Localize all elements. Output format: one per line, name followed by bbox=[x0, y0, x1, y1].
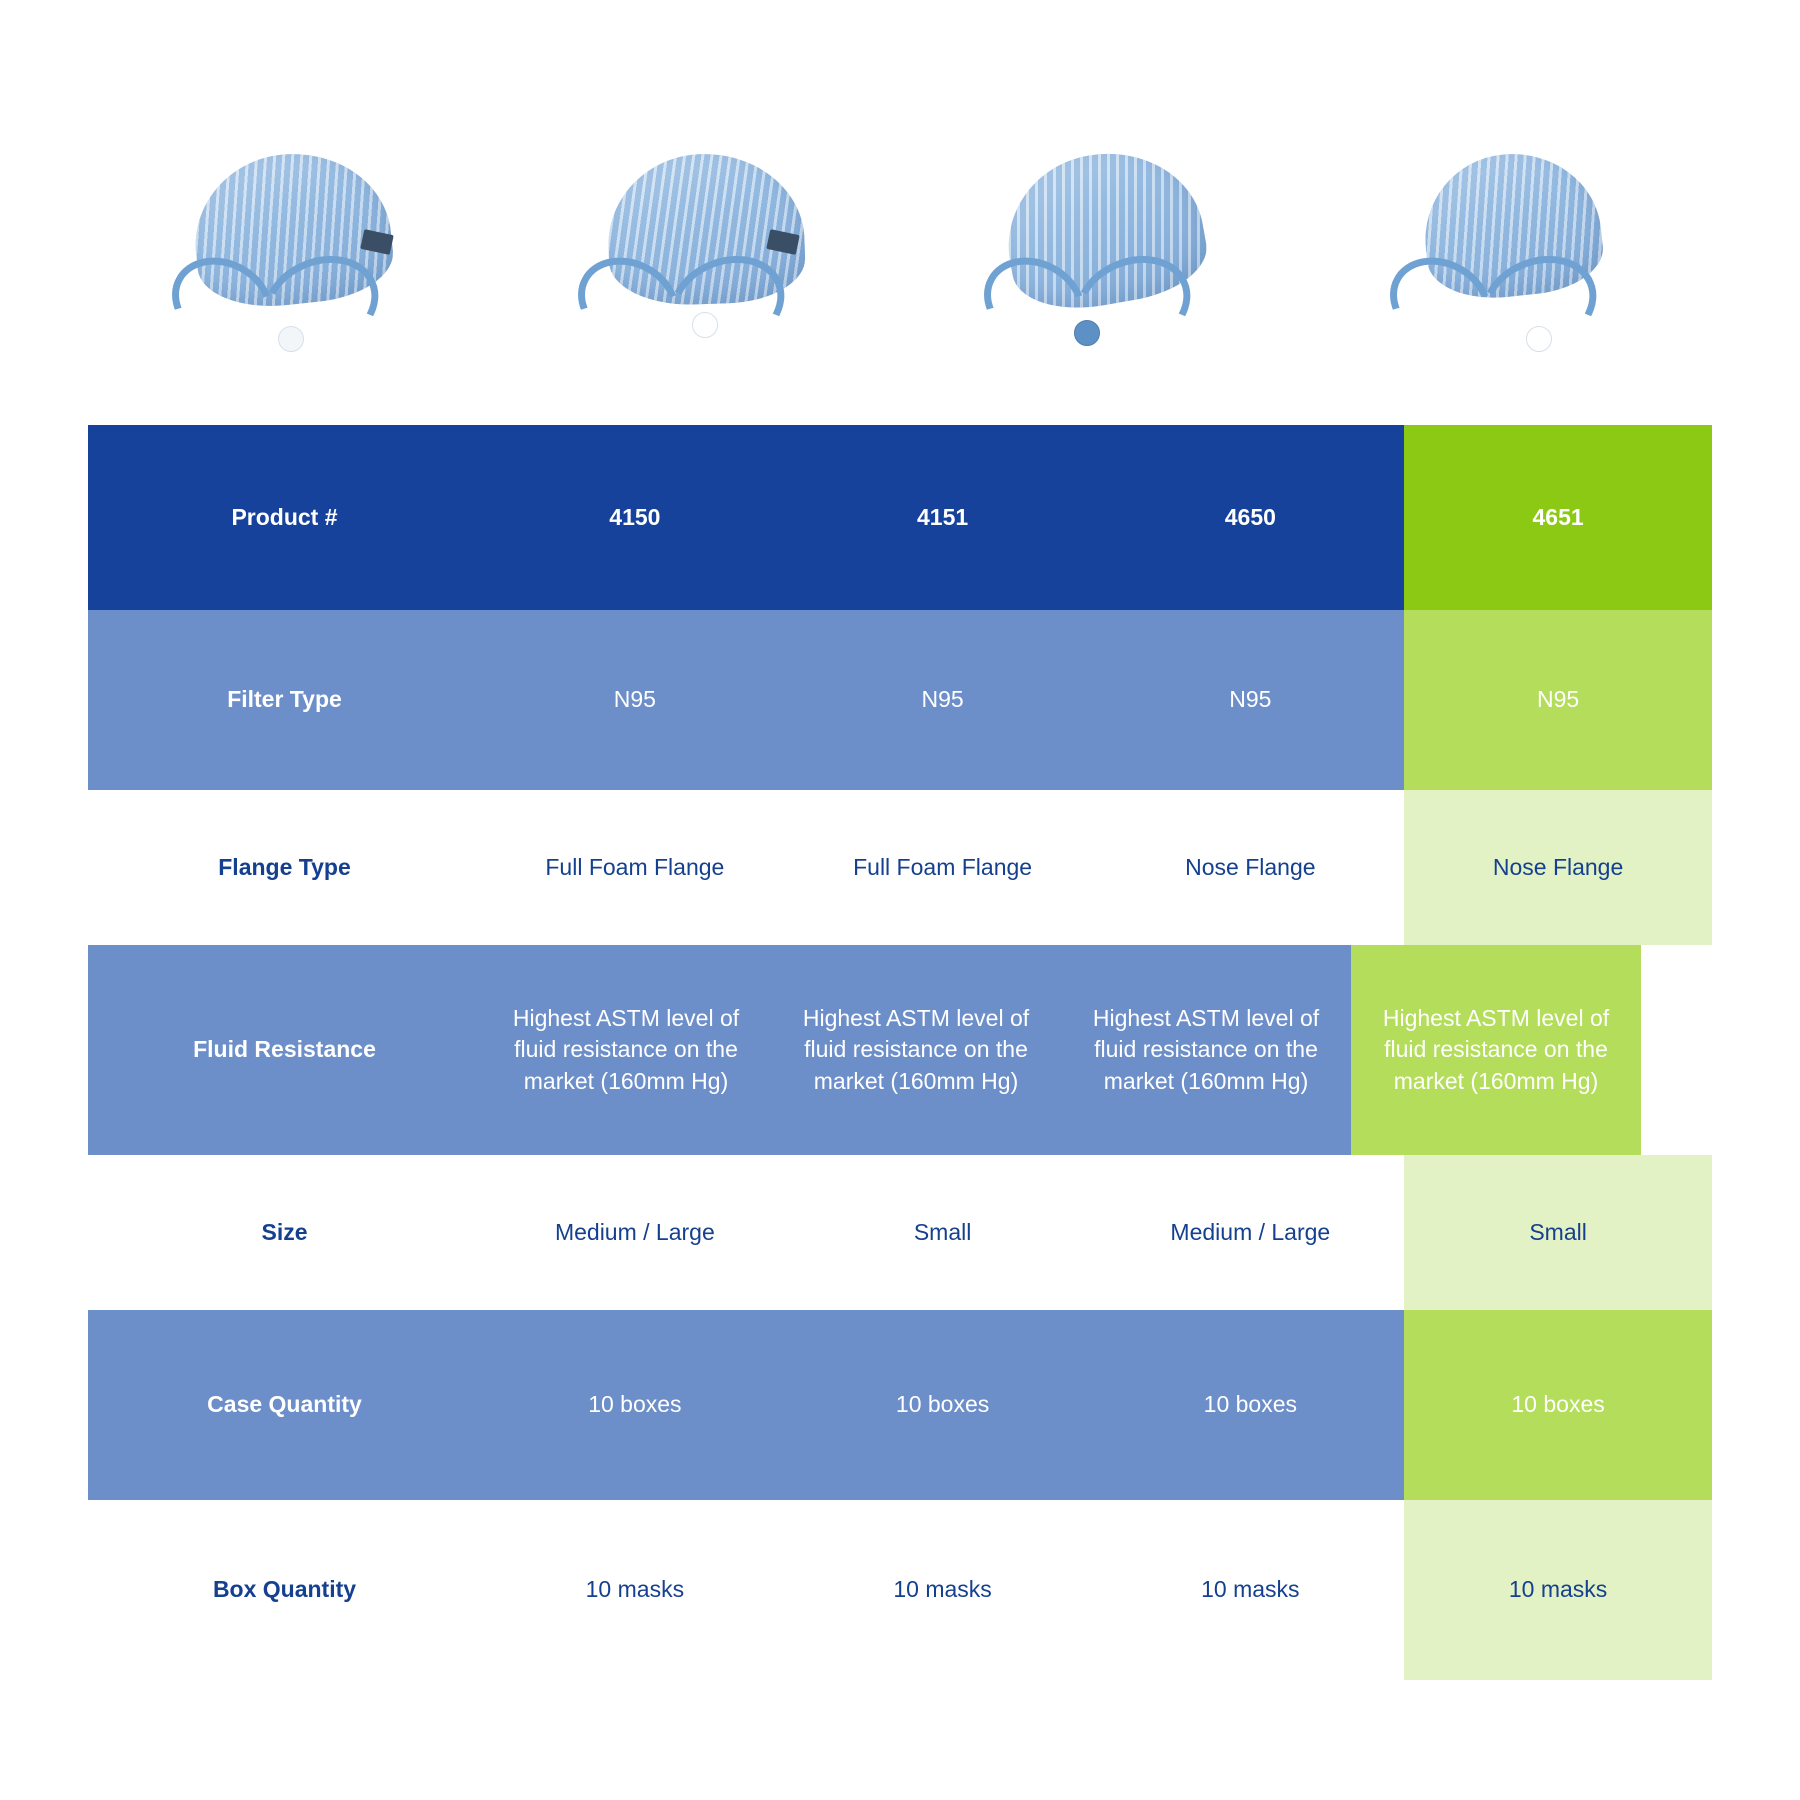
strap-bead-icon bbox=[692, 312, 718, 338]
cell-fluid-resistance-1: Highest ASTM level of fluid resistance on the market (160mm Hg) bbox=[481, 945, 771, 1155]
respirator-mask-icon bbox=[1384, 140, 1634, 380]
cell-case-quantity-4: 10 boxes bbox=[1404, 1310, 1712, 1500]
table-row-filter-type bbox=[88, 610, 1712, 790]
product-image-strip bbox=[88, 110, 1712, 410]
cell-box-quantity-4: 10 masks bbox=[1404, 1500, 1712, 1680]
product-image-4650 bbox=[900, 110, 1306, 410]
strap-bead-icon bbox=[278, 326, 304, 352]
cell-filter-type-3: N95 bbox=[1096, 610, 1404, 790]
cell-box-quantity-2: 10 masks bbox=[789, 1500, 1097, 1680]
row-label-case-quantity: Case Quantity bbox=[88, 1310, 481, 1500]
cell-case-quantity-1: 10 boxes bbox=[481, 1310, 789, 1500]
product-image-4150 bbox=[88, 110, 494, 410]
comparison-table bbox=[88, 425, 1712, 1680]
row-label-fluid-resistance: Fluid Resistance bbox=[88, 945, 481, 1155]
cell-case-quantity-3: 10 boxes bbox=[1096, 1310, 1404, 1500]
cell-size-4: Small bbox=[1404, 1155, 1712, 1310]
row-label-filter-type: Filter Type bbox=[88, 610, 481, 790]
respirator-mask-icon bbox=[572, 140, 822, 380]
cell-case-quantity-2: 10 boxes bbox=[789, 1310, 1097, 1500]
cell-filter-type-2: N95 bbox=[789, 610, 1097, 790]
table-row-flange-type bbox=[88, 790, 1712, 945]
cell-flange-type-1: Full Foam Flange bbox=[481, 790, 789, 945]
row-label-box-quantity: Box Quantity bbox=[88, 1500, 481, 1680]
respirator-mask-icon bbox=[978, 140, 1228, 380]
product-image-4651 bbox=[1306, 110, 1712, 410]
cell-size-3: Medium / Large bbox=[1096, 1155, 1404, 1310]
cell-product-number-2: 4151 bbox=[789, 425, 1097, 610]
strap-bead-icon bbox=[1526, 326, 1552, 352]
cell-size-2: Small bbox=[789, 1155, 1097, 1310]
row-label-size: Size bbox=[88, 1155, 481, 1310]
cell-size-1: Medium / Large bbox=[481, 1155, 789, 1310]
product-image-4151 bbox=[494, 110, 900, 410]
cell-product-number-3: 4650 bbox=[1096, 425, 1404, 610]
strap-bead-icon bbox=[1074, 320, 1100, 346]
cell-flange-type-4: Nose Flange bbox=[1404, 790, 1712, 945]
cell-filter-type-4: N95 bbox=[1404, 610, 1712, 790]
table-row-product-number bbox=[88, 425, 1712, 610]
cell-fluid-resistance-4: Highest ASTM level of fluid resistance on the market (160mm Hg) bbox=[1351, 945, 1641, 1155]
row-label-flange-type: Flange Type bbox=[88, 790, 481, 945]
cell-product-number-1: 4150 bbox=[481, 425, 789, 610]
cell-product-number-4: 4651 bbox=[1404, 425, 1712, 610]
table-row-fluid-resistance bbox=[88, 945, 1712, 1155]
respirator-mask-icon bbox=[166, 140, 416, 380]
cell-filter-type-1: N95 bbox=[481, 610, 789, 790]
table-row-box-quantity bbox=[88, 1500, 1712, 1680]
cell-box-quantity-1: 10 masks bbox=[481, 1500, 789, 1680]
row-label-product-number: Product # bbox=[88, 425, 481, 610]
cell-flange-type-2: Full Foam Flange bbox=[789, 790, 1097, 945]
cell-flange-type-3: Nose Flange bbox=[1096, 790, 1404, 945]
table-row-size bbox=[88, 1155, 1712, 1310]
table-row-case-quantity bbox=[88, 1310, 1712, 1500]
cell-fluid-resistance-2: Highest ASTM level of fluid resistance on the market (160mm Hg) bbox=[771, 945, 1061, 1155]
cell-fluid-resistance-3: Highest ASTM level of fluid resistance on the market (160mm Hg) bbox=[1061, 945, 1351, 1155]
cell-box-quantity-3: 10 masks bbox=[1096, 1500, 1404, 1680]
